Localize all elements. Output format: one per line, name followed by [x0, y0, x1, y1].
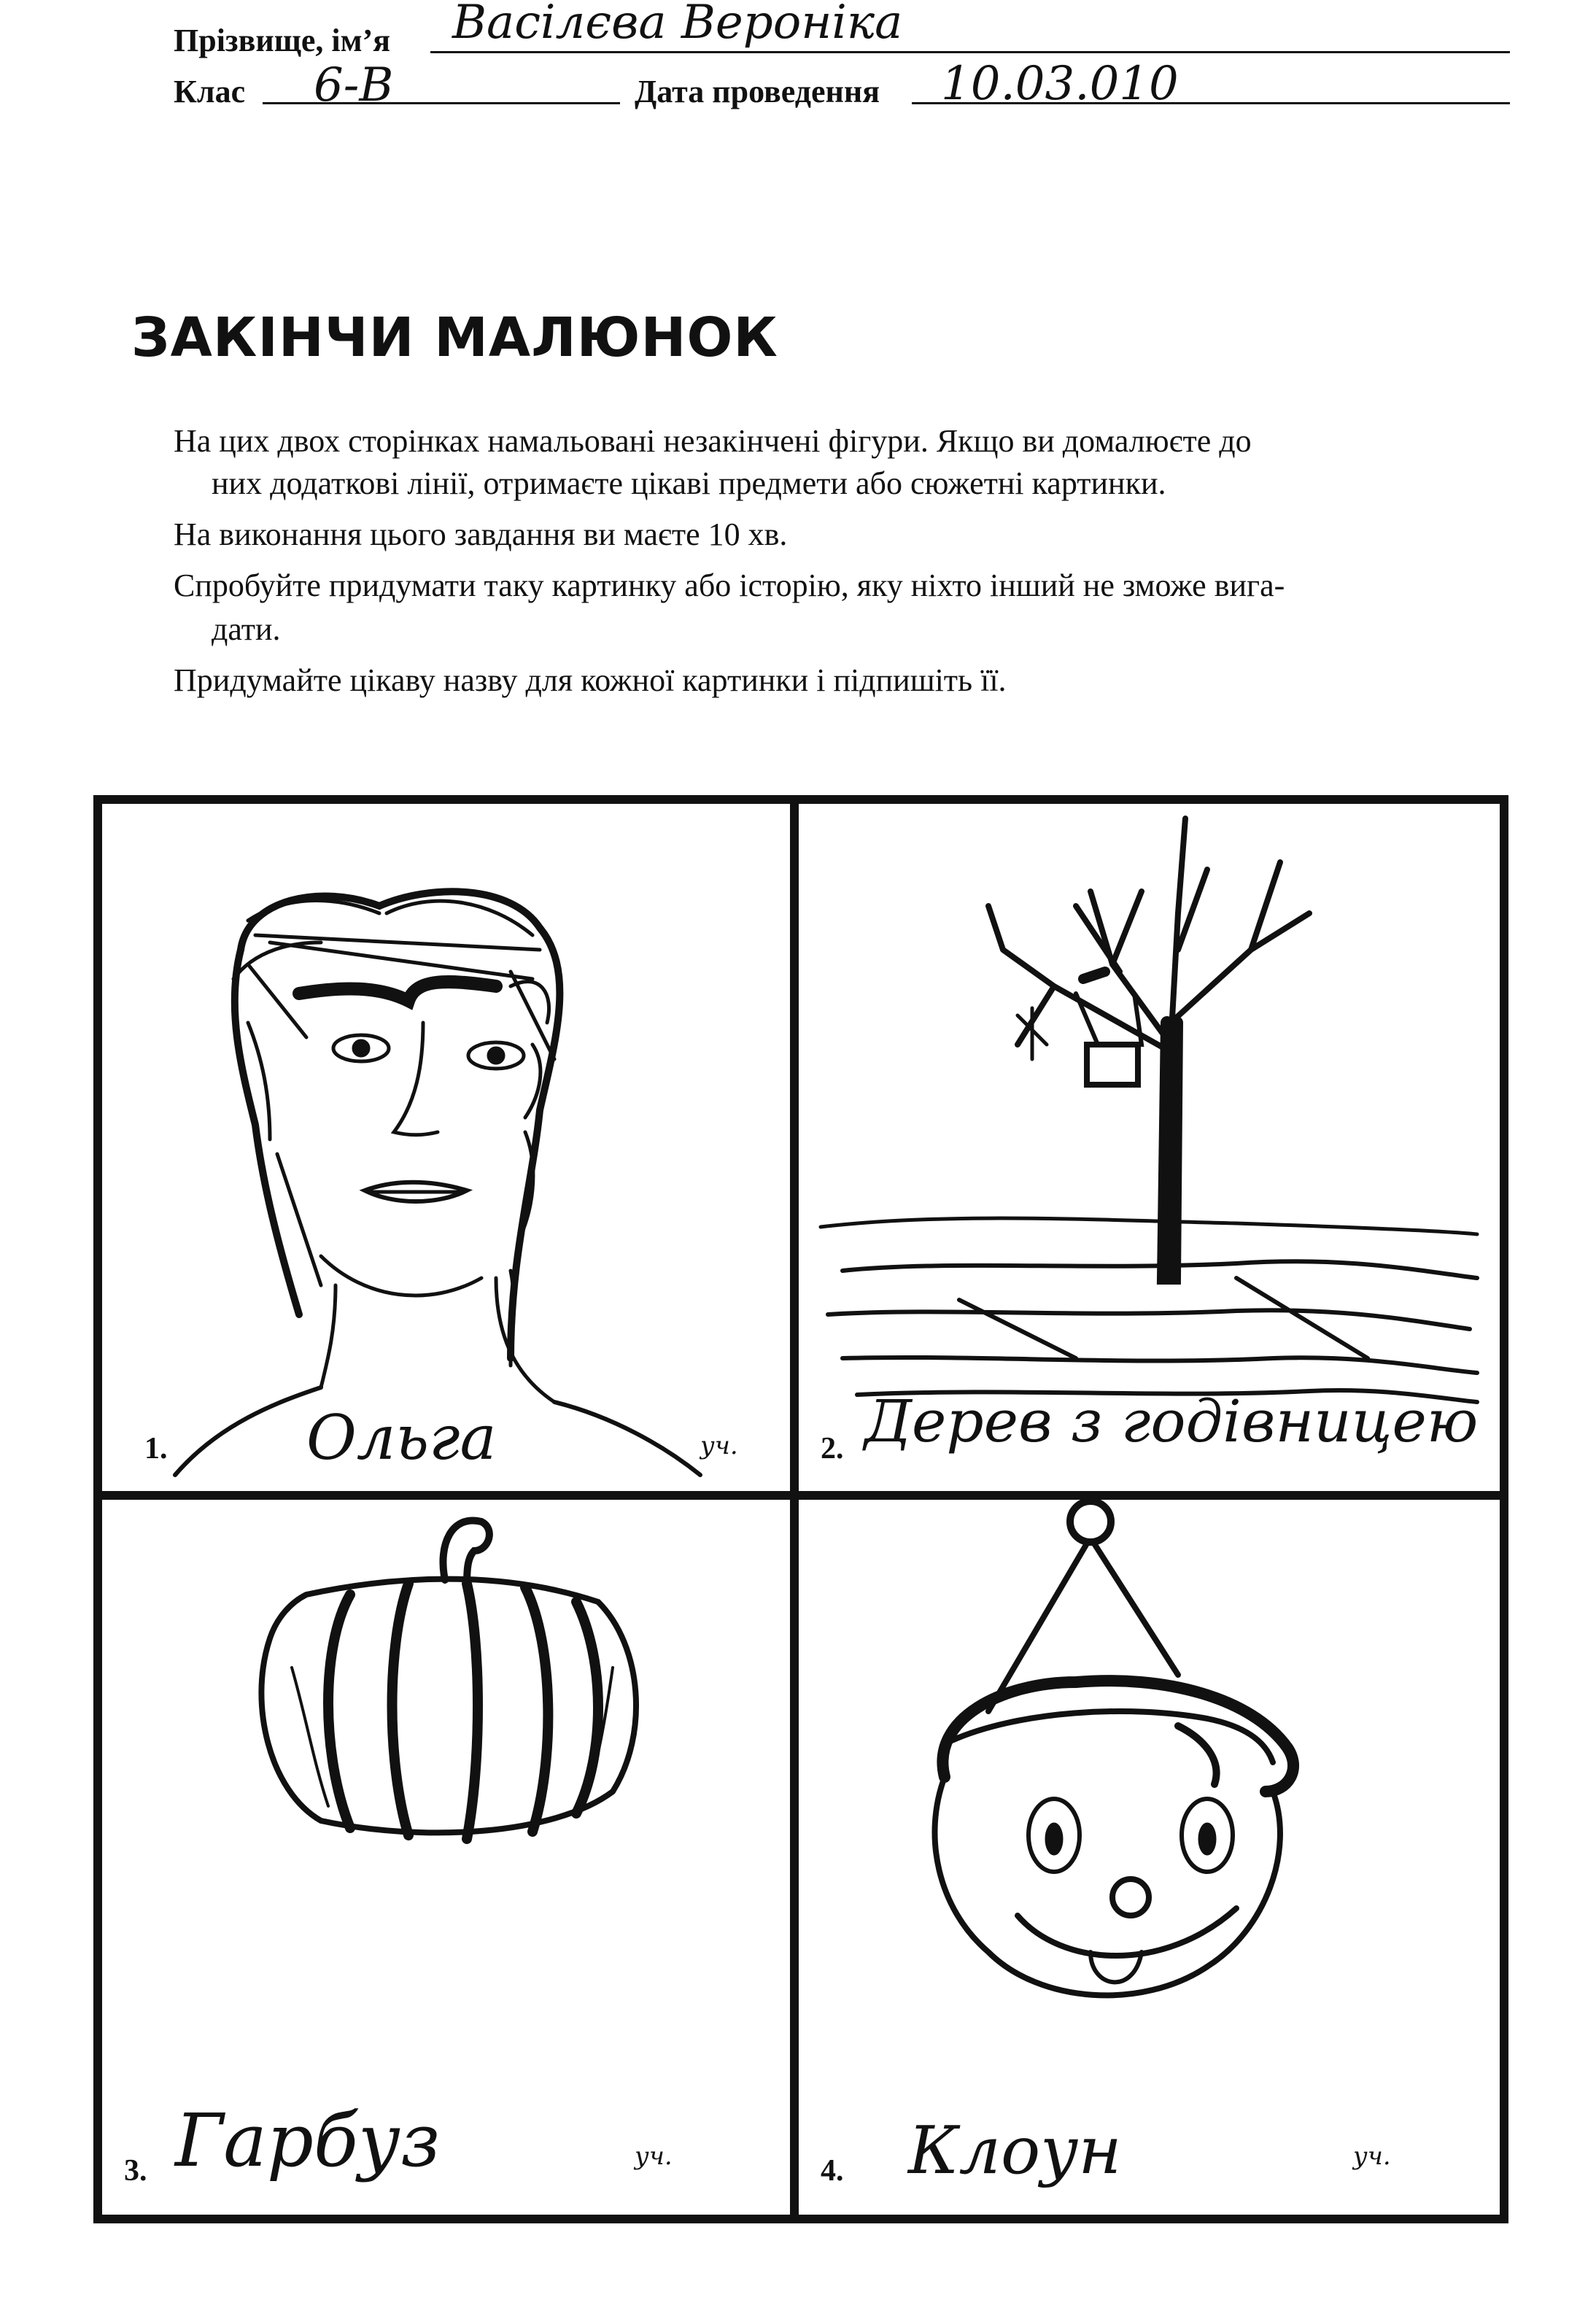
class-label: Клас	[174, 74, 246, 109]
instruction-line-2: них додаткові лінії, отримаєте цікаві предмети або сюжетні картинки.	[212, 465, 1166, 501]
cell-4-initials: уч.	[1353, 2142, 1391, 2171]
date-value: 10.03.010	[941, 57, 1179, 111]
cell-4-number: 4.	[821, 2154, 844, 2188]
cell-1-caption: Ольга	[306, 1402, 497, 1474]
cell-2-caption: Дерев з годівницею	[864, 1387, 1479, 1455]
instruction-line-3: На виконання цього завдання ви маєте 10 хв.	[174, 516, 788, 552]
cell-2	[799, 804, 1500, 1491]
woman-portrait-drawing	[102, 804, 790, 1491]
cell-1	[102, 804, 790, 1491]
cell-3-caption: Гарбуз	[175, 2098, 441, 2183]
surname-value: Васілєва Вероніка	[452, 0, 903, 50]
instruction-line-1: На цих двох сторінках намальовані незакінчені фігури. Якщо ви домалюєте до	[174, 423, 1252, 459]
class-value: 6-В	[314, 58, 394, 112]
page-title: ЗАКІНЧИ МАЛЮНОК	[131, 306, 778, 369]
cell-4	[799, 1500, 1500, 2215]
cell-3-number: 3.	[124, 2154, 147, 2188]
grid-horizontal-divider	[93, 1491, 1508, 1500]
surname-label: Прізвище, ім’я	[174, 23, 391, 58]
cell-3	[102, 1500, 790, 2215]
cell-2-number: 2.	[821, 1432, 844, 1465]
grid-vertical-divider	[790, 795, 799, 2223]
instruction-line-4: Спробуйте придумати таку картинку або історію, яку ніхто інший не зможе вига-	[174, 568, 1285, 603]
cell-1-number: 1.	[144, 1432, 168, 1465]
cell-4-caption: Клоун	[908, 2113, 1122, 2189]
cell-1-initials: уч.	[700, 1431, 738, 1460]
surname-line	[430, 51, 1510, 53]
instruction-line-6: Придумайте цікаву назву для кожної картинки і підпишіть її.	[174, 662, 1007, 698]
date-label: Дата проведення	[635, 74, 880, 109]
instruction-line-5: дати.	[212, 611, 281, 647]
clown-drawing	[799, 1500, 1500, 2215]
cell-3-initials: уч.	[635, 2142, 673, 2171]
